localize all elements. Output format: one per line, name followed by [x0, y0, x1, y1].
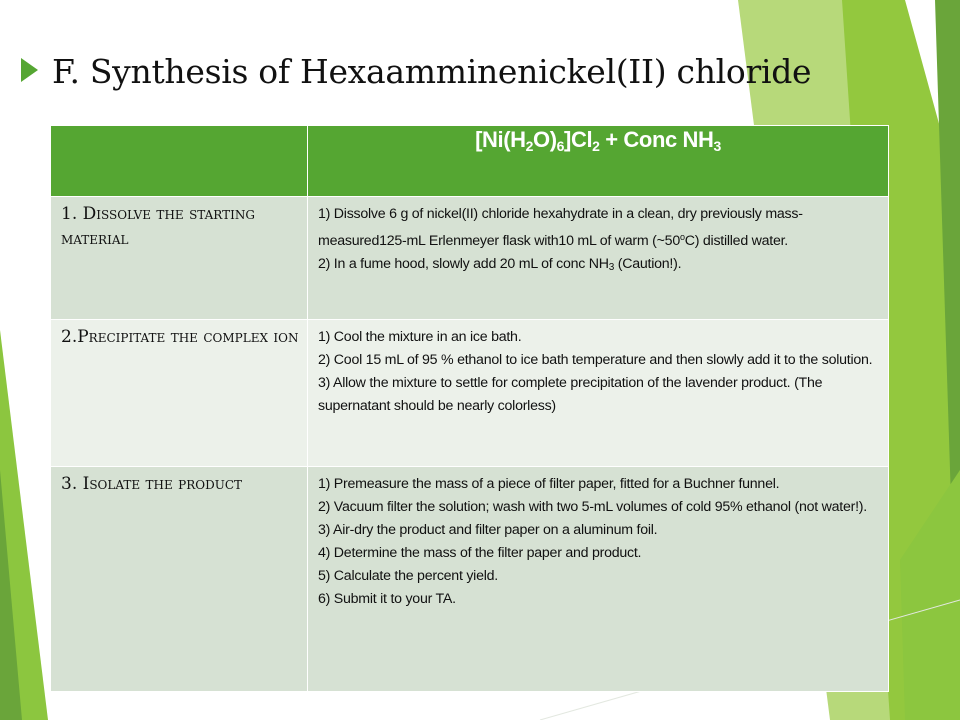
instruction-line: 6) Submit it to your TA. [318, 591, 456, 607]
instruction-line: 3) Allow the mixture to settle for complete precipitation of the lavender product. (The supernatant should be nearly colorless) [318, 375, 823, 414]
step-name: 1. Dissolve the starting material [51, 197, 308, 320]
table-row [51, 197, 889, 320]
instruction-line: 3) Air-dry the product and filter paper on a aluminum foil. [318, 522, 658, 538]
instruction-line: 1) Dissolve 6 g of nickel(II) chloride hexahydrate in a clean, dry previously mass-measured125-mL Erlenmeyer flask with10 mL of warm (~50$^o$C) distilled water. [318, 206, 803, 249]
header-empty-cell [51, 126, 308, 197]
step-instructions [308, 467, 889, 692]
instruction-line: 4) Determine the mass of the filter paper and product. [318, 545, 642, 561]
step-name: 2.Precipitate the complex ion [51, 320, 308, 467]
step-name: 3. Isolate the product [51, 467, 308, 692]
instruction-line: 2) Vacuum filter the solution; wash with two 5-mL volumes of cold 95% ethanol (not water!). [318, 499, 867, 515]
instruction-line: 1) Cool the mixture in an ice bath. [318, 329, 522, 345]
step-instructions [308, 320, 889, 467]
instruction-line: 2) In a fume hood, slowly add 20 mL of conc $NH_3$ (Caution!). [318, 256, 682, 273]
instruction-line: 5) Calculate the percent yield. [318, 568, 498, 584]
step-instructions [308, 197, 889, 320]
table-header-row [51, 126, 889, 197]
table-row [51, 320, 889, 467]
instruction-line: 2) Cool 15 mL of 95 % ethanol to ice bath temperature and then slowly add it to the solution. [318, 352, 873, 368]
instruction-line: 1) Premeasure the mass of a piece of filter paper, fitted for a Buchner funnel. [318, 476, 780, 492]
header-equation: $[Ni(H_2O)_6]Cl_2$ + Conc $NH_3$ [308, 126, 889, 197]
play-triangle-icon [21, 58, 38, 82]
table-row [51, 467, 889, 692]
procedure-table [50, 125, 889, 692]
slide-title: F. Synthesis of Hexaamminenickel(II) chloride [52, 52, 812, 91]
